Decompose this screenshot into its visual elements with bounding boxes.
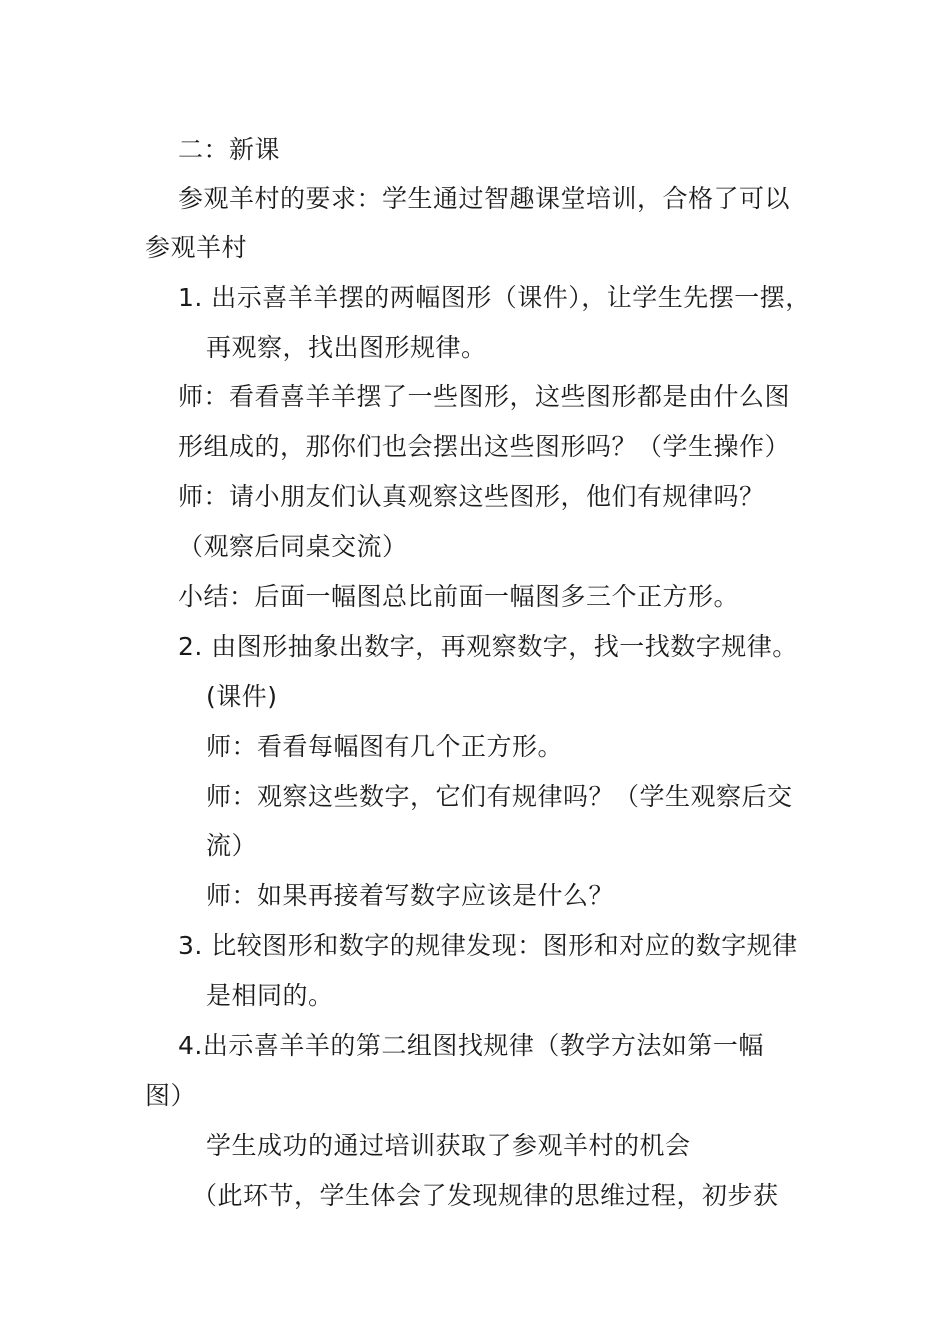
list-item-3-continued: 是相同的。 xyxy=(206,981,334,1010)
list-item-1-continued: 再观察，找出图形规律。 xyxy=(206,333,487,362)
paragraph-line: （此环节，学生体会了发现规律的思维过程，初步获 xyxy=(192,1181,779,1210)
paragraph-line: 师：观察这些数字，它们有规律吗？（学生观察后交 xyxy=(206,782,793,811)
list-item-2: 2. 由图形抽象出数字，再观察数字，找一找数字规律。 xyxy=(178,632,798,661)
paragraph-line: 流） xyxy=(206,831,258,860)
paragraph-line: 形组成的，那你们也会摆出这些图形吗？（学生操作） xyxy=(178,432,791,461)
paragraph-line: 师：看看喜羊羊摆了一些图形，这些图形都是由什么图 xyxy=(178,382,791,411)
paragraph-line: 师：如果再接着写数字应该是什么？ xyxy=(206,881,615,910)
list-item-1: 1. 出示喜羊羊摆的两幅图形（课件），让学生先摆一摆， xyxy=(178,283,811,312)
paragraph-line: 参观羊村 xyxy=(145,233,248,262)
paragraph-line: 参观羊村的要求：学生通过智趣课堂培训，合格了可以 xyxy=(178,184,791,213)
paragraph-line: 师：看看每幅图有几个正方形。 xyxy=(206,732,564,761)
list-item-2-continued: (课件) xyxy=(206,682,278,711)
list-item-4-continued: 图） xyxy=(145,1081,197,1110)
section-heading: 二：新课 xyxy=(178,135,281,164)
paragraph-line: 学生成功的通过培训获取了参观羊村的机会 xyxy=(206,1131,691,1160)
paragraph-line: 师：请小朋友们认真观察这些图形，他们有规律吗？ xyxy=(178,482,765,511)
summary-line: 小结：后面一幅图总比前面一幅图多三个正方形。 xyxy=(178,582,740,611)
list-item-3: 3. 比较图形和数字的规律发现：图形和对应的数字规律 xyxy=(178,931,798,960)
paragraph-line: （观察后同桌交流） xyxy=(178,532,408,561)
list-item-4: 4.出示喜羊羊的第二组图找规律（教学方法如第一幅 xyxy=(178,1031,764,1060)
